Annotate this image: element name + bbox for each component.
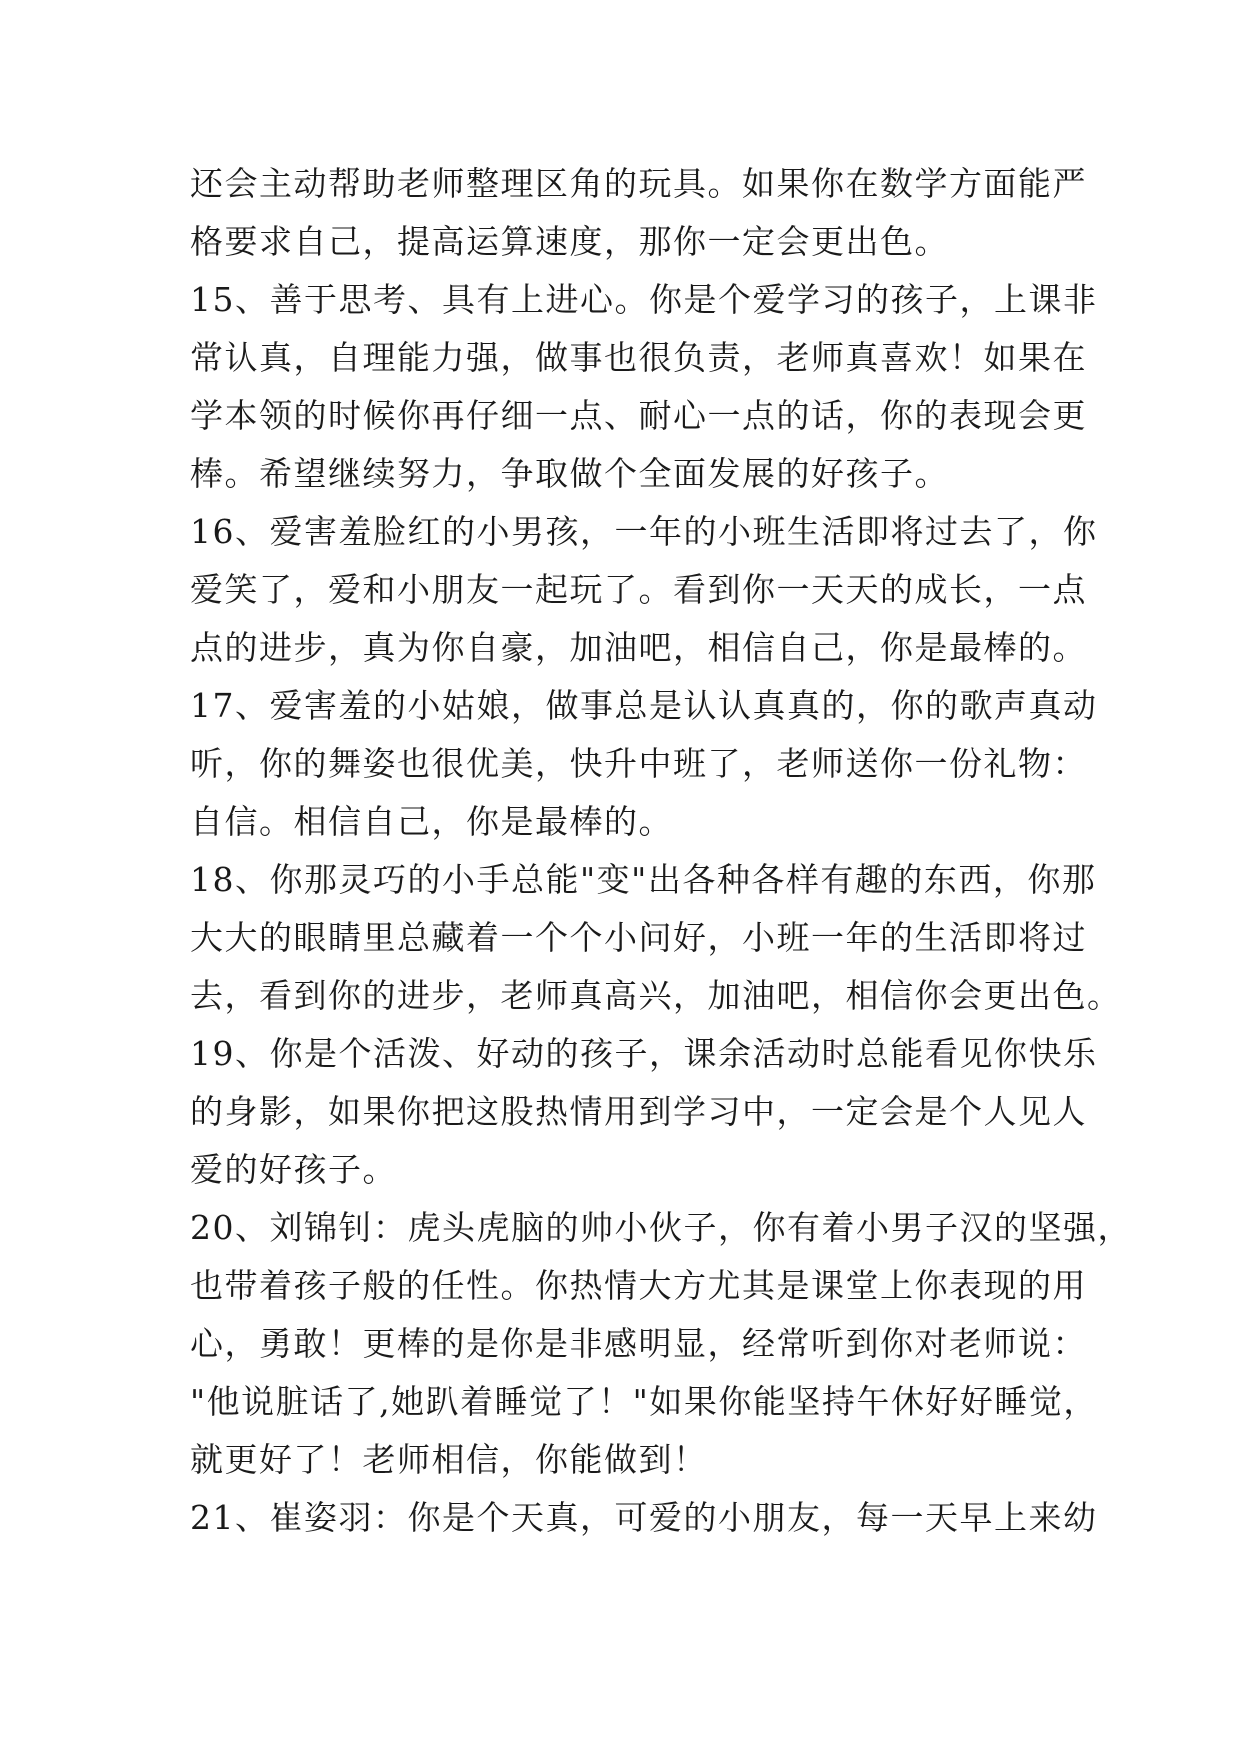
text-line: 17、爱害羞的小姑娘，做事总是认认真真的，你的歌声真动	[190, 686, 1098, 725]
text-line: 棒。希望继续努力，争取做个全面发展的好孩子。	[190, 454, 949, 493]
text-line: 学本领的时候你再仔细一点、耐心一点的话，你的表现会更	[190, 396, 1087, 435]
text-line: 格要求自己，提高运算速度，那你一定会更出色。	[190, 222, 949, 261]
text-line: 点的进步，真为你自豪，加油吧，相信自己，你是最棒的。	[190, 628, 1087, 667]
text-line: 自信。相信自己，你是最棒的。	[190, 802, 673, 841]
text-line: 也带着孩子般的任性。你热情大方尤其是课堂上你表现的用	[190, 1266, 1087, 1305]
text-line: 爱笑了，爱和小朋友一起玩了。看到你一天天的成长，一点	[190, 570, 1087, 609]
text-line: 听，你的舞姿也很优美，快升中班了，老师送你一份礼物：	[190, 744, 1087, 783]
text-line: 21、崔姿羽：你是个天真，可爱的小朋友，每一天早上来幼	[190, 1498, 1098, 1537]
text-line: 的身影，如果你把这股热情用到学习中，一定会是个人见人	[190, 1092, 1087, 1131]
text-line: 18、你那灵巧的小手总能"变"出各种各样有趣的东西，你那	[190, 860, 1097, 899]
text-line: 20、刘锦钊：虎头虎脑的帅小伙子，你有着小男子汉的坚强，	[190, 1208, 1132, 1247]
text-line: 爱的好孩子。	[190, 1150, 397, 1189]
text-line: 常认真，自理能力强，做事也很负责，老师真喜欢！如果在	[190, 338, 1087, 377]
text-line: 去，看到你的进步，老师真高兴，加油吧，相信你会更出色。	[190, 976, 1122, 1015]
text-line: 心，勇敢！更棒的是你是非感明显，经常听到你对老师说：	[190, 1324, 1087, 1363]
text-line: "他说脏话了,她趴着睡觉了！"如果你能坚持午休好好睡觉，	[190, 1382, 1098, 1421]
text-line: 19、你是个活泼、好动的孩子，课余活动时总能看见你快乐	[190, 1034, 1098, 1073]
text-line: 还会主动帮助老师整理区角的玩具。如果你在数学方面能严	[190, 164, 1087, 203]
text-line: 16、爱害羞脸红的小男孩，一年的小班生活即将过去了，你	[190, 512, 1098, 551]
document-body	[190, 155, 1132, 1547]
text-line: 大大的眼睛里总藏着一个个小问好，小班一年的生活即将过	[190, 918, 1087, 957]
text-line: 就更好了！老师相信，你能做到！	[190, 1440, 708, 1479]
text-line: 15、善于思考、具有上进心。你是个爱学习的孩子，上课非	[190, 280, 1098, 319]
